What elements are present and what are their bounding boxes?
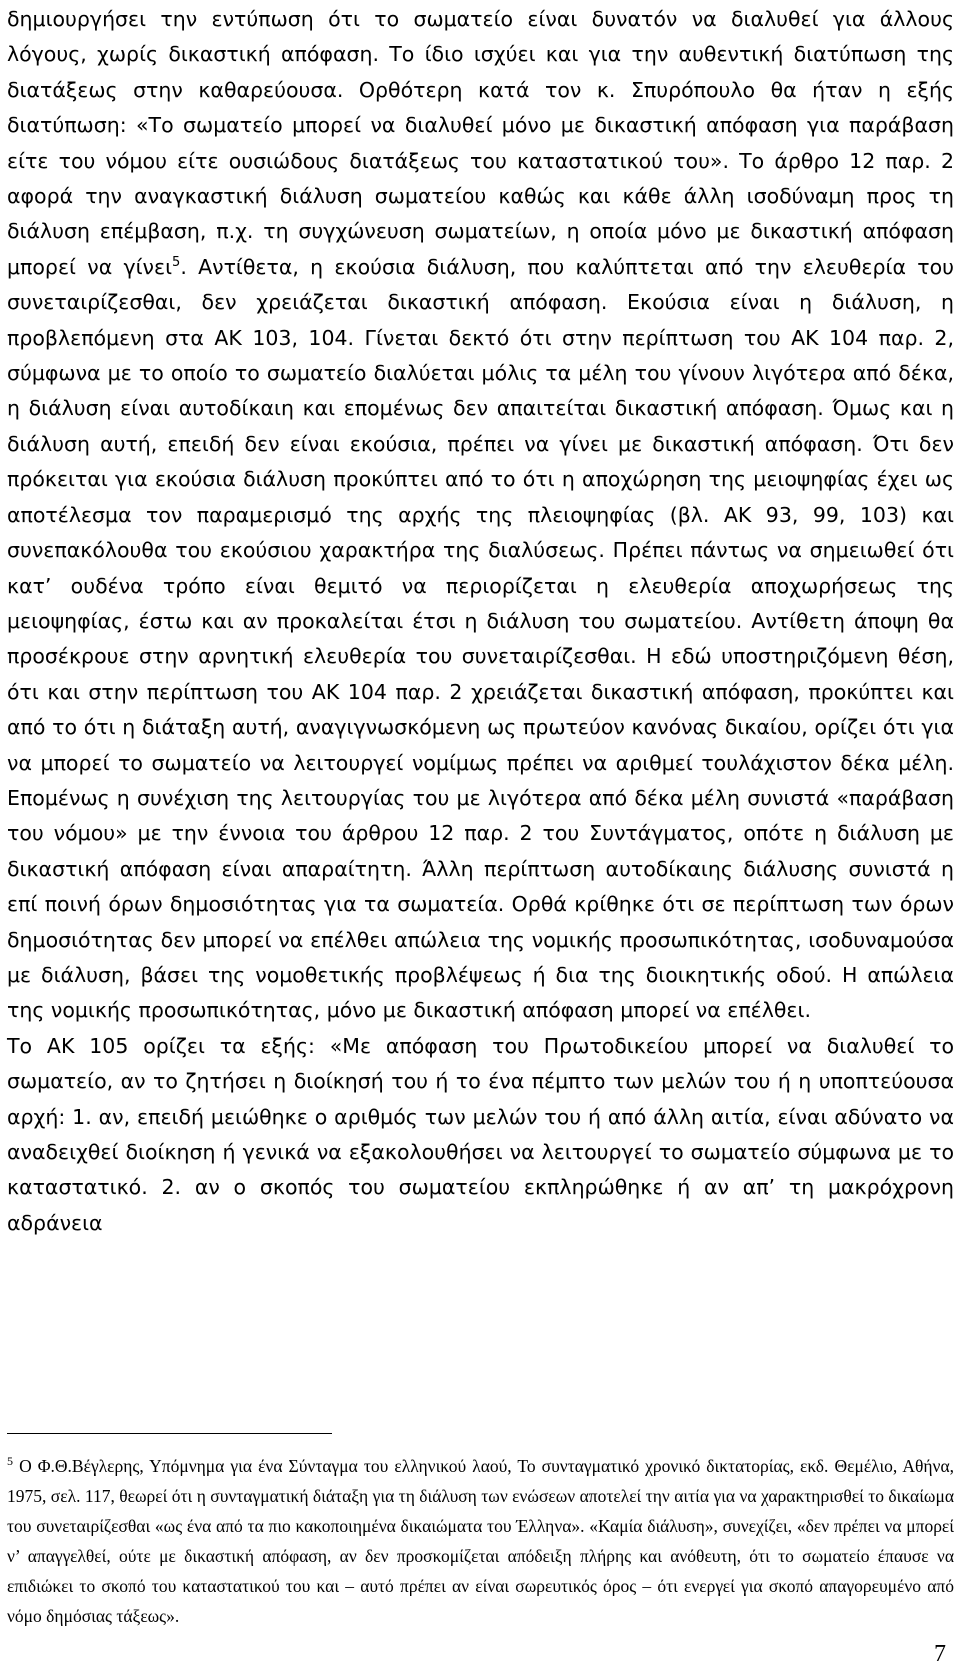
page-number: 7 [934, 1641, 946, 1667]
footnote-number: 5 [7, 1454, 13, 1469]
main-text [7, 2, 954, 1241]
paragraph-1 [7, 2, 954, 1029]
paragraph-1-text-start: δημιουργήσει την εντύπωση ότι το σωματείο είναι δυνατόν να διαλυθεί για άλλους λόγους, χωρίς δικαστική απόφαση. Το ίδιο ισχύει και για την αυθεντική διατύπωση της διατάξεως στην καθαρεύουσα. Ορθότερη κατά τον κ. Σπυρόπουλο θα ήταν η εξής διατύπωση: «Το σωματείο μπορεί να διαλυθεί μόνο με δικαστική απόφαση για παράβαση είτε του νόμου είτε ουσιώδους διατάξεως του καταστατικού του». Το άρθρο 12 παρ. 2 αφορά την αναγκαστική διάλυση σωματείου καθώς και κάθε άλλη ισοδύναμη προς τη διάλυση επέμβαση, π.χ. τη συγχώνευση σωματείων, η οποία μόνο με δικαστική απόφαση μπορεί να γίνει [7, 7, 954, 279]
footnote-text: Ο Φ.Θ.Βέγλερης, Υπόμνημα για ένα Σύνταγμα του ελληνικού λαού, Το συνταγματικό χρονικό δικτατορίας, εκδ. Θεμέλιο, Αθήνα, 1975, σελ. 117, θεωρεί ότι η συνταγματική διάταξη για τη διάλυση των ενώσεων αποτελεί την αιτία για να χαρακτηρισθεί το δικαίωμα του συνεταιρίζεσθαι «ως ένα από τα πιο κακοποιημένα δικαιώματα του Έλληνα». «Καμία διάλυση», συνεχίζει, «δεν πρέπει να μπορεί ν’ απαγγελθεί, ούτε με δικαστική απόφαση, αν δεν προσκομίζεται απόδειξη πλήρης και ανόθευτη, ότι το σωματείο έπαυσε να επιδιώκει το σκοπό του καταστατικού του και – αυτό πρέπει αν είναι σωρευτικός όρος – ότι ενεργεί για σκοπό απαγορευμένο από νόμο δημόσιας τάξεως». [7, 1456, 954, 1626]
footnote-separator [7, 1433, 332, 1434]
paragraph-1-text-end: . Αντίθετα, η εκούσια διάλυση, που καλύπτεται από την ελευθερία του συνεταιρίζεσθαι, δεν χρειάζεται δικαστική απόφαση. Εκούσια είναι η διάλυση, η προβλεπόμενη στα ΑΚ 103, 104. Γίνεται δεκτό ότι στην περίπτωση του ΑΚ 104 παρ. 2, σύμφωνα με το οποίο το σωματείο διαλύεται μόλις τα μέλη του γίνουν λιγότερα από δέκα, η διάλυση είναι αυτοδίκαιη και επομένως δεν απαιτείται δικαστική απόφαση. Όμως και η διάλυση αυτή, επειδή δεν είναι εκούσια, πρέπει να γίνει με δικαστική απόφαση. Ότι δεν πρόκειται για εκούσια διάλυση προκύπτει από το ότι η αποχώρηση της μειοψηφίας έχει ως αποτέλεσμα τον παραμερισμό της αρχής της πλειοψηφίας (βλ. ΑΚ 93, 99, 103) και συνεπακόλουθα του εκούσιου χαρακτήρα της διαλύσεως. Πρέπει πάντως να σημειωθεί ότι κατ’ ουδένα τρόπο είναι θεμιτό να περιορίζεται η ελευθερία αποχωρήσεως της μειοψηφίας, έστω και αν προκαλείται έτσι η διάλυση του σωματείου. Αντίθετη άποψη θα προσέκρουε στην αρνητική ελευθερία του συνεταιρίζεσθαι. Η εδώ υποστηριζόμενη θέση, ότι και στην περίπτωση του ΑΚ 104 παρ. 2 χρειάζεται δικαστική απόφαση, προκύπτει και από το ότι η διάταξη αυτή, αναγιγνωσκόμενη ως πρωτεύον κανόνας δικαίου, ορίζει ότι για να μπορεί το σωματείο να λειτουργεί νομίμως πρέπει να αριθμεί τουλάχιστον δέκα μέλη. Επομένως η συνέχιση της λειτουργίας του με λιγότερα από δέκα μέλη συνιστά «παράβαση του νόμου» με την έννοια του άρθρου 12 παρ. 2 του Συντάγματος, οπότε η διάλυση με δικαστική απόφαση είναι απαραίτητη. Άλλη περίπτωση αυτοδίκαιης διάλυσης συνιστά η επί ποινή όρων δημοσιότητας για τα σωματεία. Ορθά κρίθηκε ότι σε περίπτωση των όρων δημοσιότητας δεν μπορεί να επέλθει απώλεια της νομικής προσωπικότητας, ισοδυναμούσα με διάλυση, βάσει της νομοθετικής προβλέψεως ή δια της διοικητικής οδού. Η απώλεια της νομικής προσωπικότητας, μόνο με δικαστική απόφαση μπορεί να επέλθει. [7, 254, 954, 1023]
footnote-reference: 5 [172, 255, 181, 271]
paragraph-2: Το ΑΚ 105 ορίζει τα εξής: «Με απόφαση του Πρωτοδικείου μπορεί να διαλυθεί το σωματείο, αν το ζητήσει η διοίκησή του ή το ένα πέμπτο των μελών του ή η υποπτεύουσα αρχή: 1. αν, επειδή μειώθηκε ο αριθμός των μελών του ή από άλλη αιτία, είναι αδύνατο να αναδειχθεί διοίκηση ή γενικά να εξακολουθήσει να λειτουργεί το σωματείο σύμφωνα με το καταστατικό. 2. αν ο σκοπός του σωματείου εκπληρώθηκε ή αν απ’ τη μακρόχρονη αδράνεια [7, 1033, 954, 1235]
footnote [7, 1451, 954, 1631]
